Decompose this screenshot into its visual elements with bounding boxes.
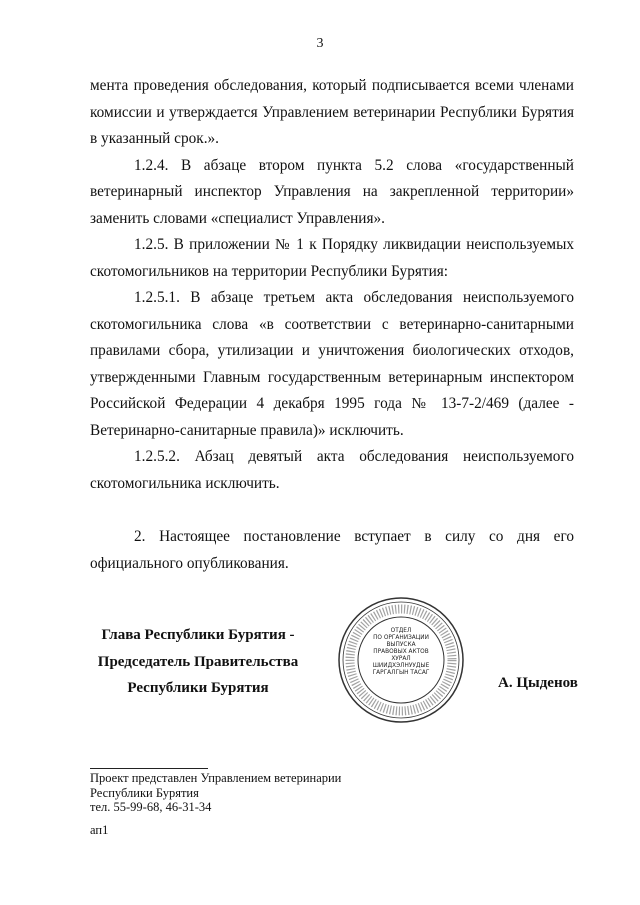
paragraph-1-2-5-2: 1.2.5.2. Абзац девятый акта обследования неиспользуемого скотомогильника исключить. <box>90 448 574 492</box>
document-code: ап1 <box>90 823 109 837</box>
seal-line: ПРАВОВЫХ АКТОВ <box>373 649 429 655</box>
paragraph-continuation: мента проведения обследования, который подписывается всеми членами комиссии и утверждается Управлением ветеринарии Республики Бурятия в указанный срок.». <box>90 77 574 147</box>
footnote-divider <box>90 768 208 769</box>
signatory-title-line: Республики Бурятия <box>127 680 269 696</box>
official-seal <box>337 596 465 724</box>
signatory-title <box>90 622 306 702</box>
paragraph-1-2-5-1: 1.2.5.1. В абзаце третьем акта обследования неиспользуемого скотомогильника слова «в соответствии с ветеринарно-санитарными правилами сбора, утилизации и уничтожения биологических отходов, утвержденными Главным государственным ветеринарным инспектором Российской Федерации 4 декабря 1995 года № 13-7-2/469 (далее - Ветеринарно-санитарные правила)» исключить. <box>90 289 574 439</box>
seal-line: ПО ОРГАНИЗАЦИИ <box>373 635 429 641</box>
document-body <box>90 73 574 577</box>
paragraph-1-2-4: 1.2.4. В абзаце втором пункта 5.2 слова «государственный ветеринарный инспектор Управления на закрепленной территории» заменить словами «специалист Управления». <box>90 156 574 227</box>
seal-line: ОТДЕЛ <box>390 628 412 634</box>
footnote-line: Проект представлен Управлением ветеринарии <box>90 771 342 785</box>
page-number: 3 <box>316 36 324 51</box>
footnote <box>90 771 341 815</box>
signatory-title-line: Председатель Правительства <box>97 653 299 670</box>
seal-line: ВЫПУСКА <box>386 642 416 648</box>
paragraph-1-2-5: 1.2.5. В приложении № 1 к Порядку ликвидации неиспользуемых скотомогильников на территории Республики Бурятия: <box>90 236 574 280</box>
seal-line: ГАРГАЛГЫН ТАСАГ <box>372 670 430 676</box>
seal-line: ХУРАЛ <box>391 656 411 662</box>
footnote-line: Республики Бурятия <box>90 785 199 800</box>
footnote-line: тел. 55-99-68, 46-31-34 <box>90 800 212 814</box>
signatory-name: А. Цыденов <box>498 675 578 691</box>
signatory-title-line: Глава Республики Бурятия - <box>101 627 295 643</box>
paragraph-2: 2. Настоящее постановление вступает в силу со дня его официального опубликования. <box>90 528 574 572</box>
seal-line: ШИИДХЭЛНУУДЫЕ <box>372 663 430 669</box>
